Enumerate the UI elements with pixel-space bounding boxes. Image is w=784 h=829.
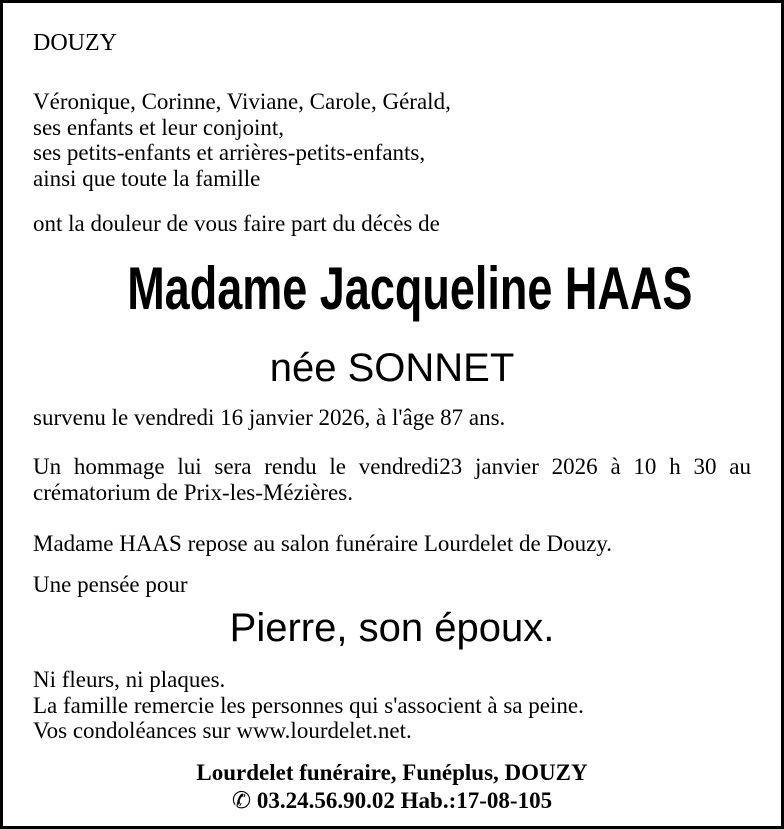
family-line: ainsi que toute la famille [33,165,261,191]
deceased-name-text: Madame Jacqueline HAAS [127,254,693,322]
closing-line: Ni fleurs, ni plaques. [33,667,226,692]
tribute-intro-line: Une pensée pour [33,571,188,597]
announcement-line: ont la douleur de vous faire part du décès de [33,211,440,236]
repose-info-line: Madame HAAS repose au salon funéraire Lourdelet de Douzy. [33,531,613,556]
funeral-home-line: Lourdelet funéraire, Funéplus, DOUZY [196,759,588,785]
ceremony-info-paragraph: Un hommage lui sera rendu le vendredi23 janvier 2026 à 10 h 30 au crématorium de Prix-les-Mézières. [33,454,751,505]
closing-line: Vos condoléances sur www.lourdelet.net. [33,718,412,743]
city-heading: DOUZY [33,30,117,56]
family-line: Véronique, Corinne, Viviane, Carole, Gérald, [33,89,451,114]
closing-block [33,667,751,744]
death-info-line: survenu le vendredi 16 janvier 2026, à l'âge 87 ans. [33,404,506,430]
phone-line [33,788,751,815]
tribute-name-line: Pierre, son époux. [229,606,555,650]
deceased-name-title [33,253,751,337]
family-line: ses enfants et leur conjoint, [33,114,285,140]
phone-icon: ✆ [231,788,252,814]
closing-line: La famille remercie les personnes qui s'associent à sa peine. [33,692,584,718]
family-block [33,89,751,191]
family-line: ses petits-enfants et arrières-petits-enfants, [33,140,426,165]
maiden-name-subtitle: née SONNET [269,345,515,390]
phone-number-text: 03.24.56.90.02 Hab.:17-08-105 [256,788,553,813]
